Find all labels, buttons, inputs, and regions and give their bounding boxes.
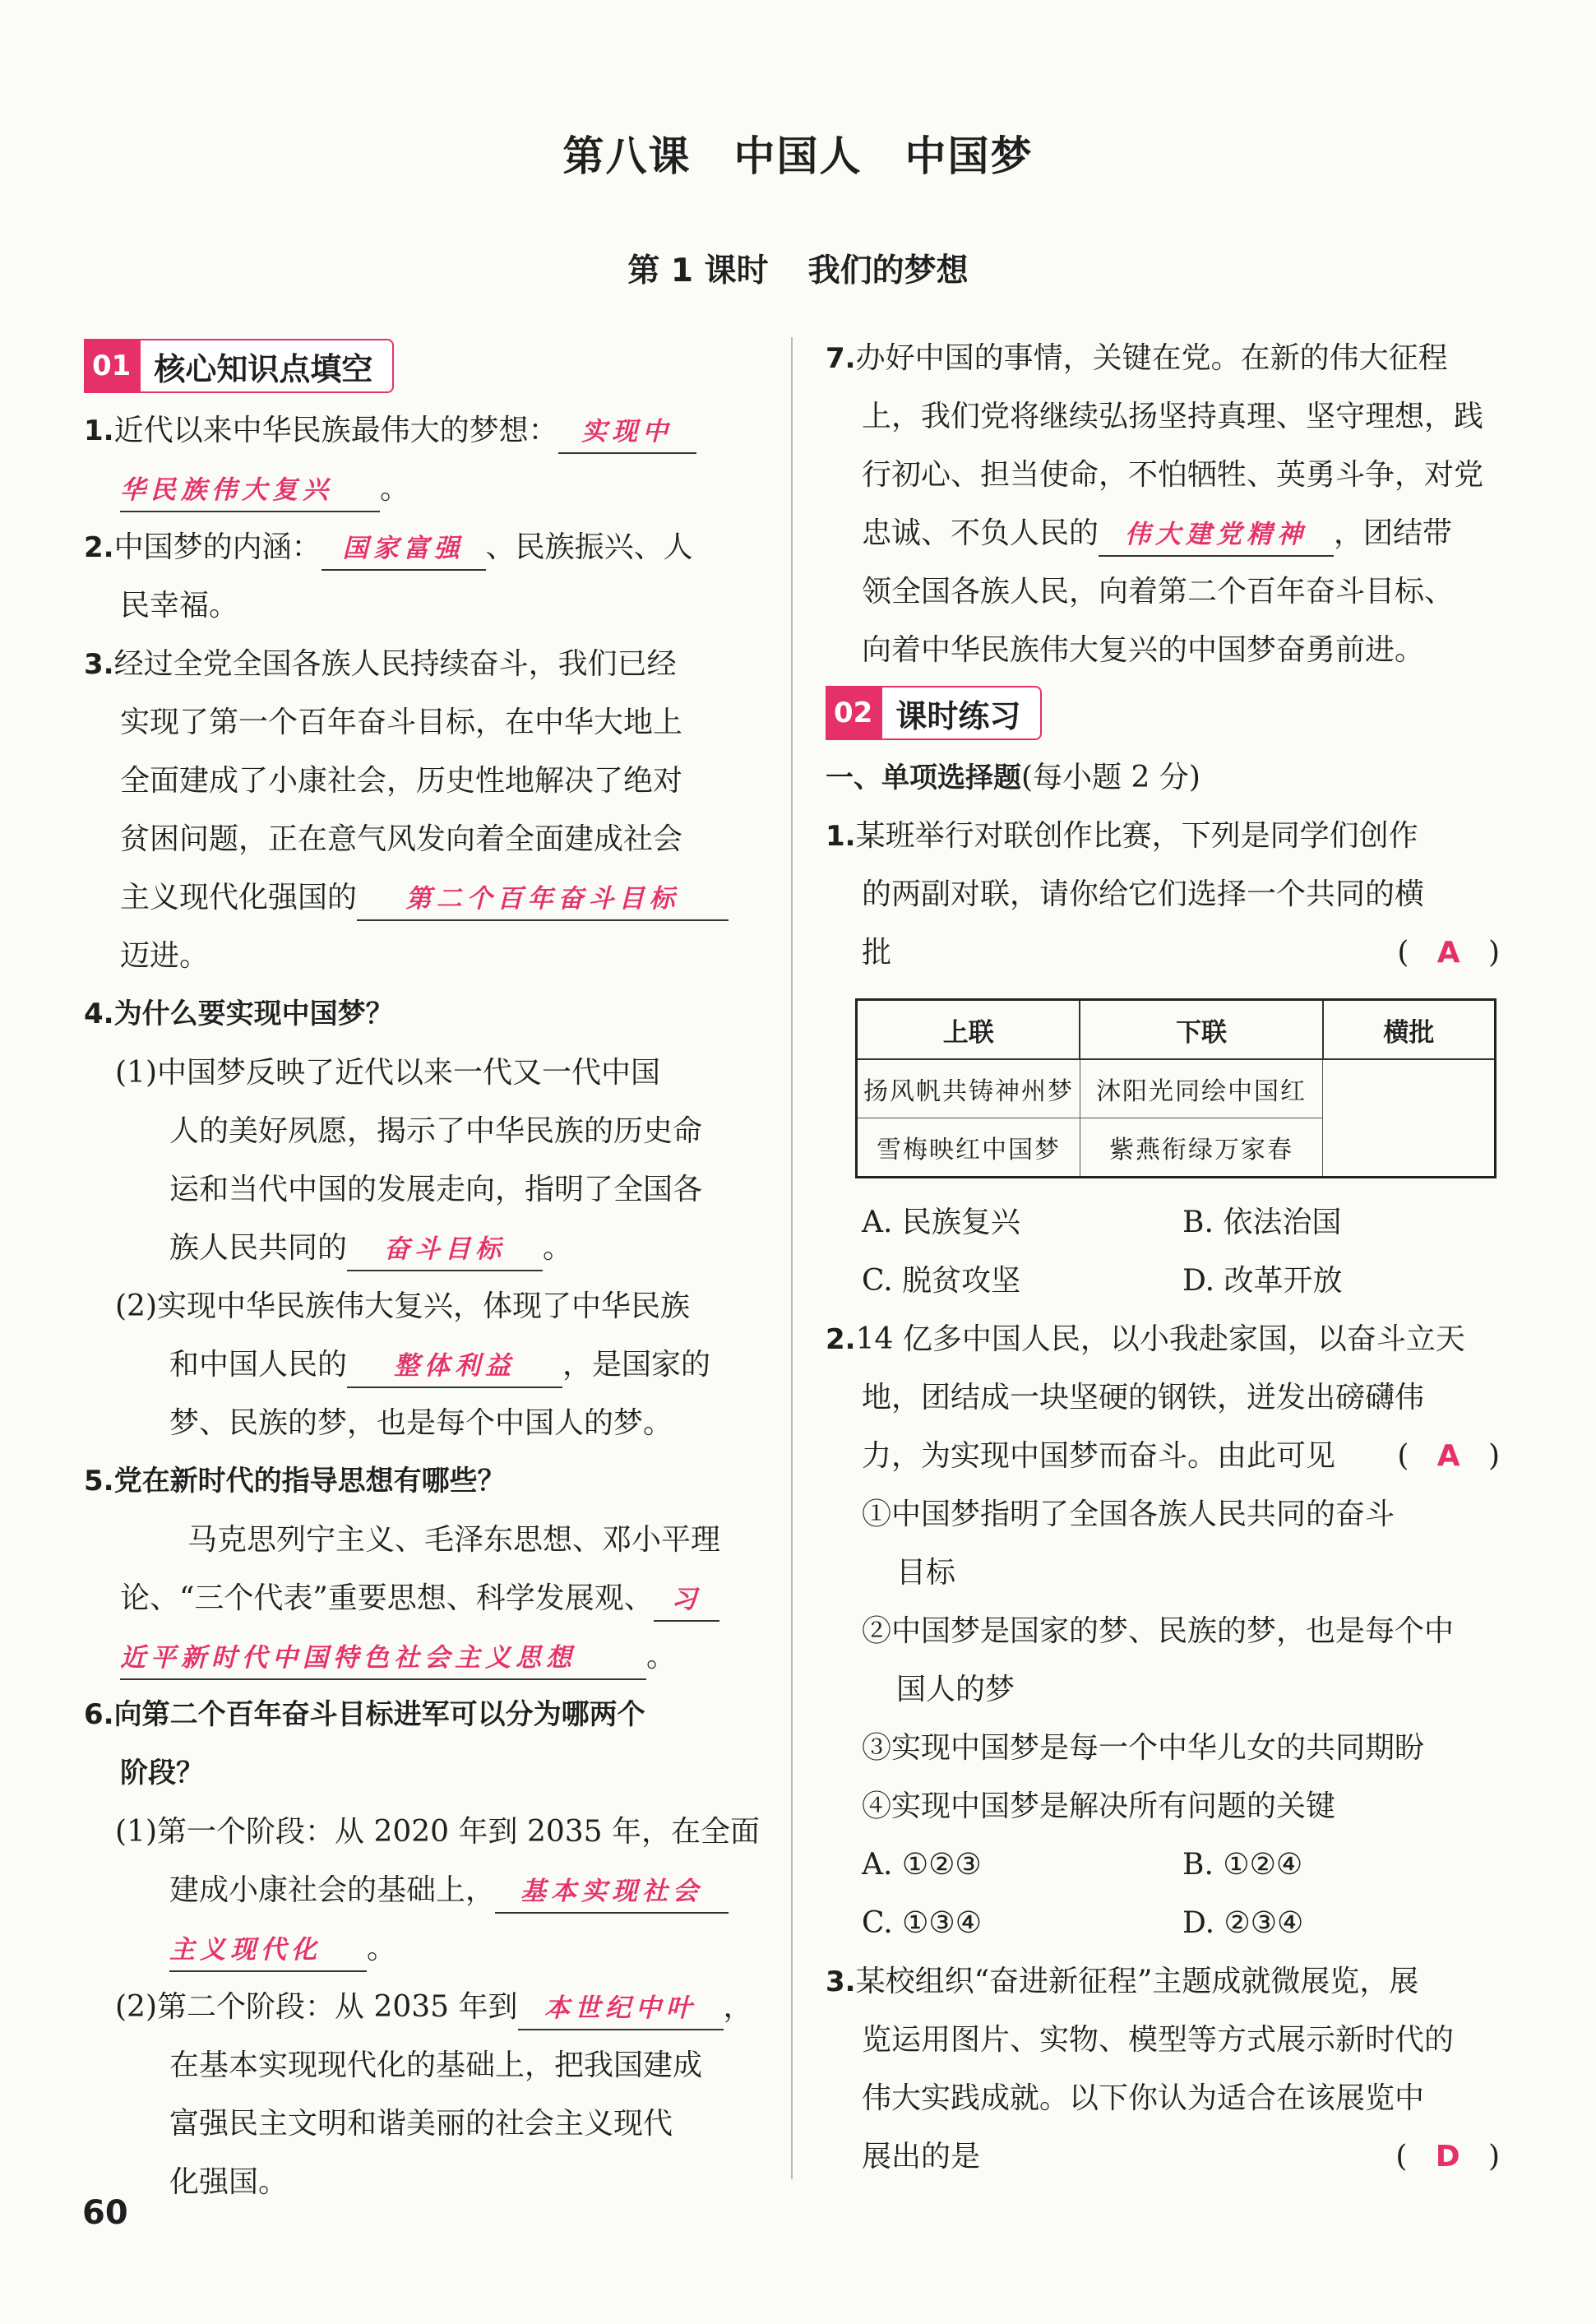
- option-c: C. 脱贫攻坚: [862, 1264, 1021, 1298]
- q6-p2-line3: 富强民主文明和谐美丽的社会主义现代: [169, 2107, 673, 2141]
- q6-title-line1: 6.向第二个百年奋斗目标进军可以分为哪两个: [84, 1698, 645, 1731]
- mc1-options-row2: [826, 1252, 1503, 1310]
- option-d: D. 改革开放: [1182, 1264, 1343, 1298]
- q4-p1-answer: 奋斗目标: [347, 1229, 543, 1271]
- q7-answer: 伟大建党精神: [1099, 514, 1334, 557]
- q1-answer-b: 华民族伟大复兴: [120, 470, 380, 512]
- mc3-line1: 3.某校组织“奋进新征程”主题成就微展览，展: [826, 1965, 1419, 1998]
- section-title: 课时练习: [895, 697, 1021, 734]
- option-a: A. ①②③: [862, 1848, 982, 1882]
- table-cell: 扬风帆共铸神州梦: [857, 1059, 1080, 1118]
- q6-p2-line2: 在基本实现现代化的基础上，把我国建成: [169, 2049, 703, 2082]
- couplet-table: [855, 998, 1497, 1178]
- right-column: [826, 329, 1503, 2186]
- q4-p2-answer: 整体利益: [347, 1345, 562, 1388]
- q5-answer-b: 近平新时代中国特色社会主义思想: [120, 1637, 646, 1680]
- mc2-item3: ③实现中国梦是每一个中华儿女的共同期盼: [862, 1731, 1425, 1765]
- q6-p2-line1: (2)第二个阶段：从 2035 年到 本世纪中叶 ，: [84, 1978, 756, 2036]
- q1-answer-a: 实现中: [558, 411, 696, 454]
- q6-p1-answer-b: 主义现代化: [169, 1929, 367, 1972]
- mc1-answer-bracket: ( A ): [1397, 936, 1500, 970]
- option-b: B. 依法治国: [1182, 1206, 1342, 1239]
- q7-line1: 7.办好中国的事情，关键在党。在新的伟大征程: [826, 341, 1448, 375]
- q4-title: 4.为什么要实现中国梦？: [84, 998, 394, 1030]
- table-header: 上联: [857, 1000, 1080, 1060]
- q7-line5: 领全国各族人民，向着第二个百年奋斗目标、: [862, 575, 1455, 609]
- q3-line4: 贫困问题，正在意气风发向着全面建成社会: [120, 822, 683, 856]
- q3-line2: 实现了第一个百年奋斗目标，在中华大地上: [120, 706, 683, 739]
- q6-p2-line4: 化强国。: [169, 2165, 289, 2199]
- mc3-answer: D: [1435, 2140, 1460, 2174]
- mc2-item2-line1: ②中国梦是国家的梦、民族的梦，也是每个中: [862, 1614, 1455, 1648]
- q5-answer-a: 习: [654, 1579, 719, 1622]
- mc2-item1-line2: 目标: [896, 1556, 956, 1590]
- lesson-number: 第八课: [562, 132, 692, 180]
- mc1-line3: 批 ( A ): [826, 924, 1503, 982]
- q7-line4: 忠诚、不负人民的 伟大建党精神 ，团结带: [826, 504, 1503, 562]
- q6-p1-line3: 主义现代化 。: [84, 1919, 756, 1978]
- q3-line6: 迈进。: [120, 939, 210, 973]
- q5-line1: 马克思列宁主义、毛泽东思想、邓小平理: [187, 1523, 721, 1557]
- option-a: A. 民族复兴: [862, 1206, 1020, 1239]
- mc2-answer: A: [1436, 1439, 1460, 1473]
- table-header: 下联: [1080, 1000, 1322, 1060]
- q6-p1-line2: 建成小康社会的基础上， 基本实现社会: [84, 1861, 756, 1919]
- q7-line2: 上，我们党将继续弘扬坚持真理、坚守理想，践: [862, 400, 1484, 433]
- q5-line3: 近平新时代中国特色社会主义思想 。: [84, 1627, 756, 1686]
- section-header-core: [84, 339, 394, 393]
- mc3-line2: 览运用图片、实物、模型等方式展示新时代的: [862, 2023, 1455, 2057]
- q3-line5: 主义现代化强国的 第二个百年奋斗目标: [84, 868, 756, 927]
- mc2-line3: 力，为实现中国梦而奋斗。由此可见 ( A ): [826, 1427, 1503, 1485]
- mc2-options-row1: [826, 1836, 1503, 1894]
- lesson-title-part2: 中国梦: [904, 132, 1034, 180]
- left-column: [84, 337, 761, 2211]
- q4-p1-line3: 运和当代中国的发展走向，指明了全国各: [169, 1173, 703, 1206]
- mc1-answer: A: [1436, 936, 1460, 970]
- mc1-line1: 1.某班举行对联创作比赛，下列是同学们创作: [826, 819, 1418, 853]
- q3-line1: 3.经过全党全国各族人民持续奋斗，我们已经: [84, 647, 677, 681]
- option-c: C. ①③④: [862, 1906, 982, 1940]
- q2-line1: 2.中国梦的内涵： 国家富强 、民族振兴、人: [84, 518, 756, 576]
- mc2-answer-bracket: ( A ): [1397, 1439, 1500, 1473]
- table-cell: 紫燕衔绿万家春: [1080, 1118, 1322, 1178]
- q6-p1-answer-a: 基本实现社会: [495, 1871, 729, 1914]
- option-b: B. ①②④: [1182, 1848, 1303, 1882]
- page-number: 60: [82, 2194, 128, 2232]
- q5-line2: 论、“三个代表”重要思想、科学发展观、 习: [84, 1569, 756, 1627]
- period-name: 我们的梦想: [807, 252, 969, 289]
- mc1-line2: 的两副对联，请你给它们选择一个共同的横: [862, 877, 1425, 911]
- section-number: 01: [84, 340, 141, 391]
- q4-p1-line1: (1)中国梦反映了近代以来一代又一代中国: [115, 1056, 660, 1090]
- table-cell: 雪梅映红中国梦: [857, 1118, 1080, 1178]
- mc2-item2-line2: 国人的梦: [896, 1673, 1015, 1706]
- table-cell-empty: [1323, 1059, 1496, 1178]
- q4-p1-line4: 族人民共同的 奋斗目标 。: [84, 1219, 756, 1277]
- lesson-title-part1: 中国人: [733, 132, 863, 180]
- q4-p2-line1: (2)实现中华民族伟大复兴，体现了中华民族: [115, 1289, 690, 1323]
- q2-line2: 民幸福。: [120, 589, 239, 623]
- q6-p2-answer: 本世纪中叶: [518, 1988, 724, 2030]
- q7-line6: 向着中华民族伟大复兴的中国梦奋勇前进。: [862, 633, 1425, 667]
- mc3-line3: 伟大实践成就。以下你认为适合在该展览中: [862, 2081, 1425, 2115]
- mc2-item4: ④实现中国梦是解决所有问题的关键: [862, 1789, 1336, 1823]
- q7-line3: 行初心、担当使命，不怕牺牲、英勇斗争，对党: [862, 458, 1484, 492]
- q2-answer: 国家富强: [322, 528, 486, 571]
- section-header-practice: [826, 686, 1042, 740]
- q4-p2-line2: 和中国人民的 整体利益 ，是国家的: [84, 1336, 756, 1394]
- mc2-line1: 2.14 亿多中国人民，以小我赴家国，以奋斗立天: [826, 1322, 1465, 1356]
- column-divider: [791, 337, 793, 2179]
- q6-title-line2: 阶段？: [120, 1757, 204, 1789]
- q3-line3: 全面建成了小康社会，历史性地解决了绝对: [120, 764, 683, 798]
- q5-title: 5.党在新时代的指导思想有哪些？: [84, 1465, 506, 1498]
- lesson-title: [0, 123, 1596, 183]
- q1-line2: 华民族伟大复兴 。: [84, 460, 756, 518]
- mc3-line4: 展出的是 ( D ): [826, 2127, 1503, 2186]
- section-number: 02: [826, 687, 882, 738]
- mc2-item1-line1: ①中国梦指明了全国各族人民共同的奋斗: [862, 1498, 1395, 1531]
- mc3-answer-bracket: ( D ): [1395, 2140, 1500, 2174]
- q3-answer: 第二个百年奋斗目标: [357, 878, 729, 921]
- section-title: 核心知识点填空: [154, 350, 373, 387]
- q4-p1-line2: 人的美好夙愿，揭示了中华民族的历史命: [169, 1114, 703, 1148]
- mc2-options-row2: [826, 1894, 1503, 1952]
- period-title: [0, 245, 1596, 291]
- mc1-options-row1: [826, 1193, 1503, 1252]
- mc-heading: 一、单项选择题(每小题 2 分): [826, 761, 1200, 794]
- period-number: 第 1 课时: [627, 252, 769, 289]
- table-cell: 沐阳光同绘中国红: [1080, 1059, 1322, 1118]
- q6-p1-line1: (1)第一个阶段：从 2020 年到 2035 年，在全面: [115, 1815, 761, 1849]
- q4-p2-line3: 梦、民族的梦，也是每个中国人的梦。: [169, 1406, 673, 1440]
- mc2-line2: 地，团结成一块坚硬的钢铁，迸发出磅礴伟: [862, 1381, 1425, 1414]
- option-d: D. ②③④: [1182, 1906, 1304, 1940]
- table-header: 横批: [1323, 1000, 1496, 1060]
- q1-line1: 1.近代以来中华民族最伟大的梦想： 实现中: [84, 401, 756, 460]
- table-row: [857, 1059, 1496, 1118]
